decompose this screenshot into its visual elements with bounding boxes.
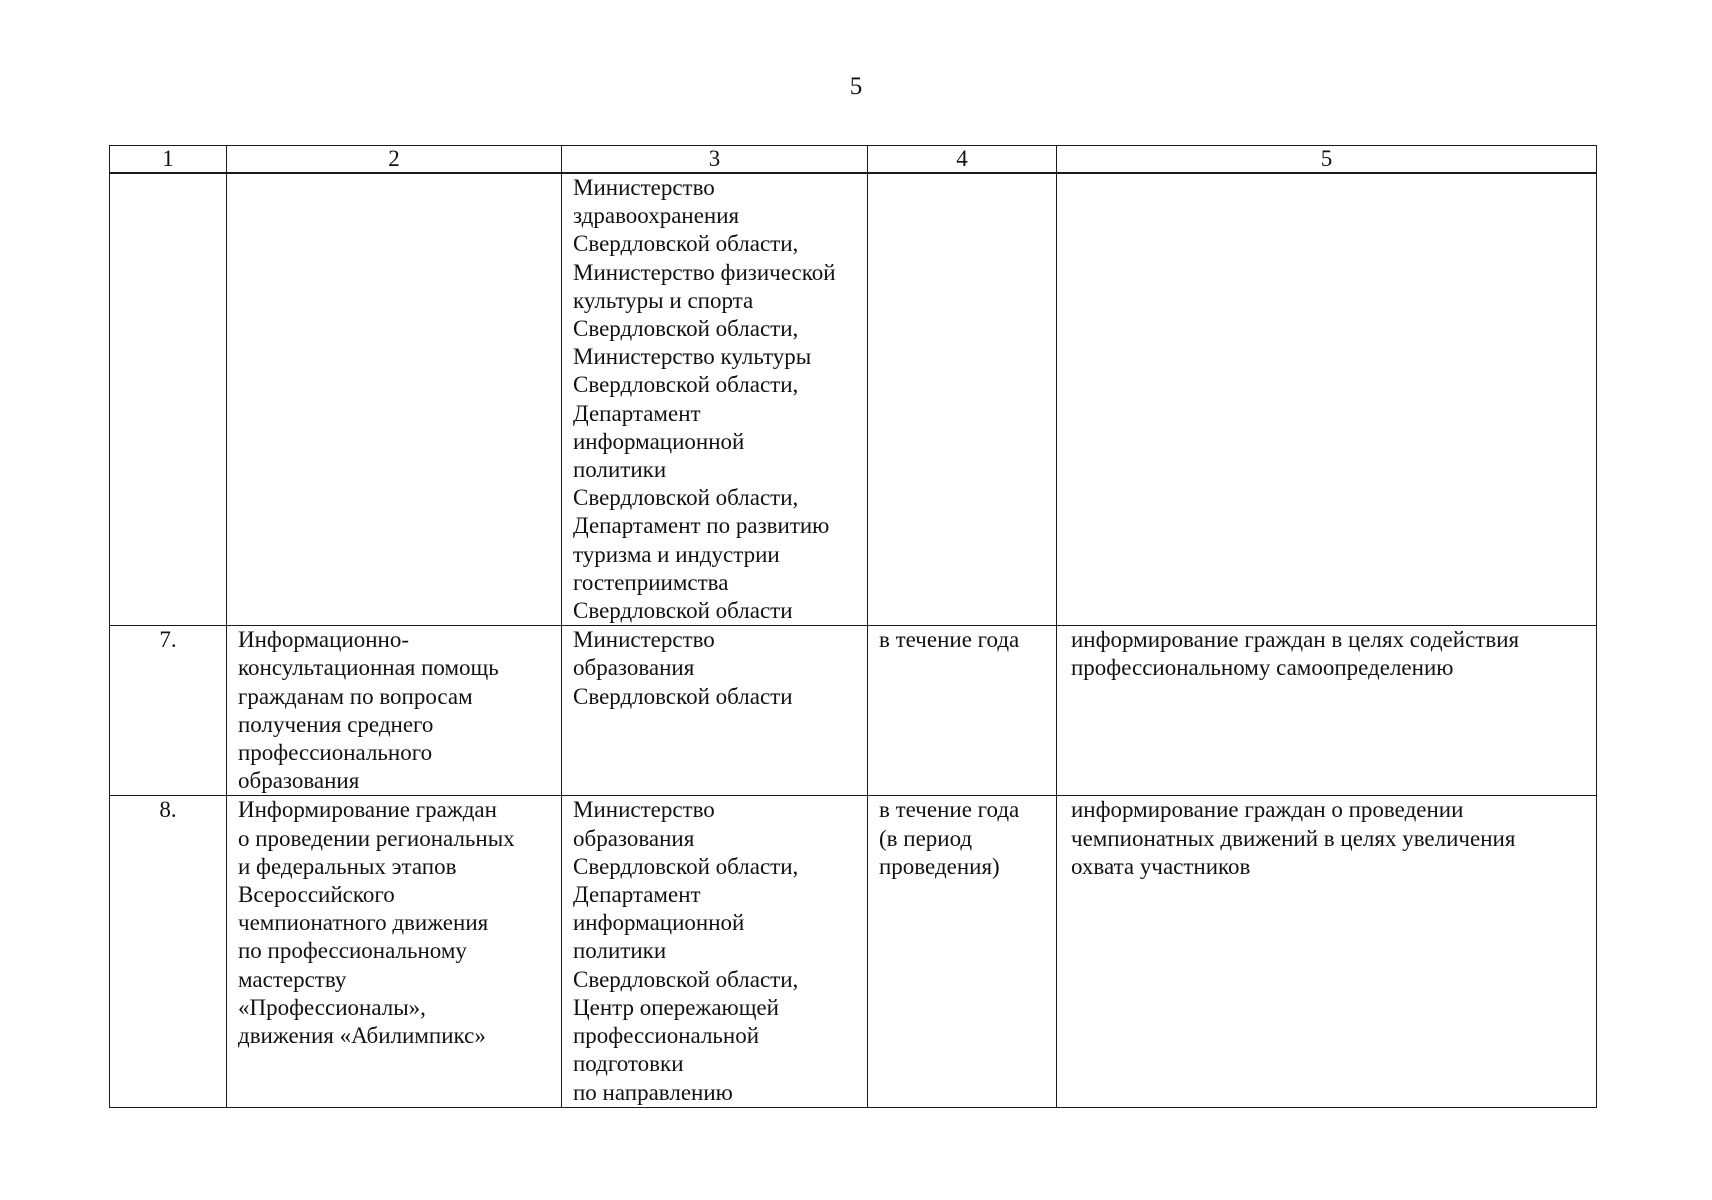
table-row bbox=[110, 626, 1597, 796]
event-cell bbox=[227, 173, 562, 626]
event-cell: Информационно- консультационная помощь гражданам по вопросам получения среднего профессионального образования bbox=[227, 626, 562, 796]
column-header: 1 bbox=[110, 146, 227, 174]
event-cell: Информирование граждан о проведении региональных и федеральных этапов Всероссийского чемпионатного движения по профессиональному мастерству «Профессионалы», движения «Абилимпикс» bbox=[227, 796, 562, 1107]
row-number-cell: 7. bbox=[110, 626, 227, 796]
table-row bbox=[110, 796, 1597, 1107]
executors-cell: Министерство здравоохранения Свердловской области, Министерство физической культуры и спорта Свердловской области, Министерство культуры Свердловской области, Департамент информационной политики Свердловской области, Департамент по развитию туризма и индустрии гостеприимства Свердловской области bbox=[562, 173, 868, 626]
column-header: 5 bbox=[1057, 146, 1597, 174]
executors-cell: Министерство образования Свердловской области bbox=[562, 626, 868, 796]
result-cell: информирование граждан в целях содействия профессиональному самоопределению bbox=[1057, 626, 1597, 796]
column-header: 3 bbox=[562, 146, 868, 174]
table-row bbox=[110, 173, 1597, 626]
page-number: 5 bbox=[849, 73, 863, 100]
result-cell: информирование граждан о проведении чемпионатных движений в целях увеличения охвата участников bbox=[1057, 796, 1597, 1107]
column-header: 2 bbox=[227, 146, 562, 174]
row-number-cell: 8. bbox=[110, 796, 227, 1107]
column-header: 4 bbox=[868, 146, 1057, 174]
period-cell: в течение года (в период проведения) bbox=[868, 796, 1057, 1107]
plan-table bbox=[109, 145, 1597, 1108]
period-cell: в течение года bbox=[868, 626, 1057, 796]
period-cell bbox=[868, 173, 1057, 626]
result-cell bbox=[1057, 173, 1597, 626]
row-number-cell bbox=[110, 173, 227, 626]
executors-cell: Министерство образования Свердловской области, Департамент информационной политики Свердловской области, Центр опережающей профессиональной подготовки по направлению bbox=[562, 796, 868, 1107]
table-header-row bbox=[110, 146, 1597, 174]
